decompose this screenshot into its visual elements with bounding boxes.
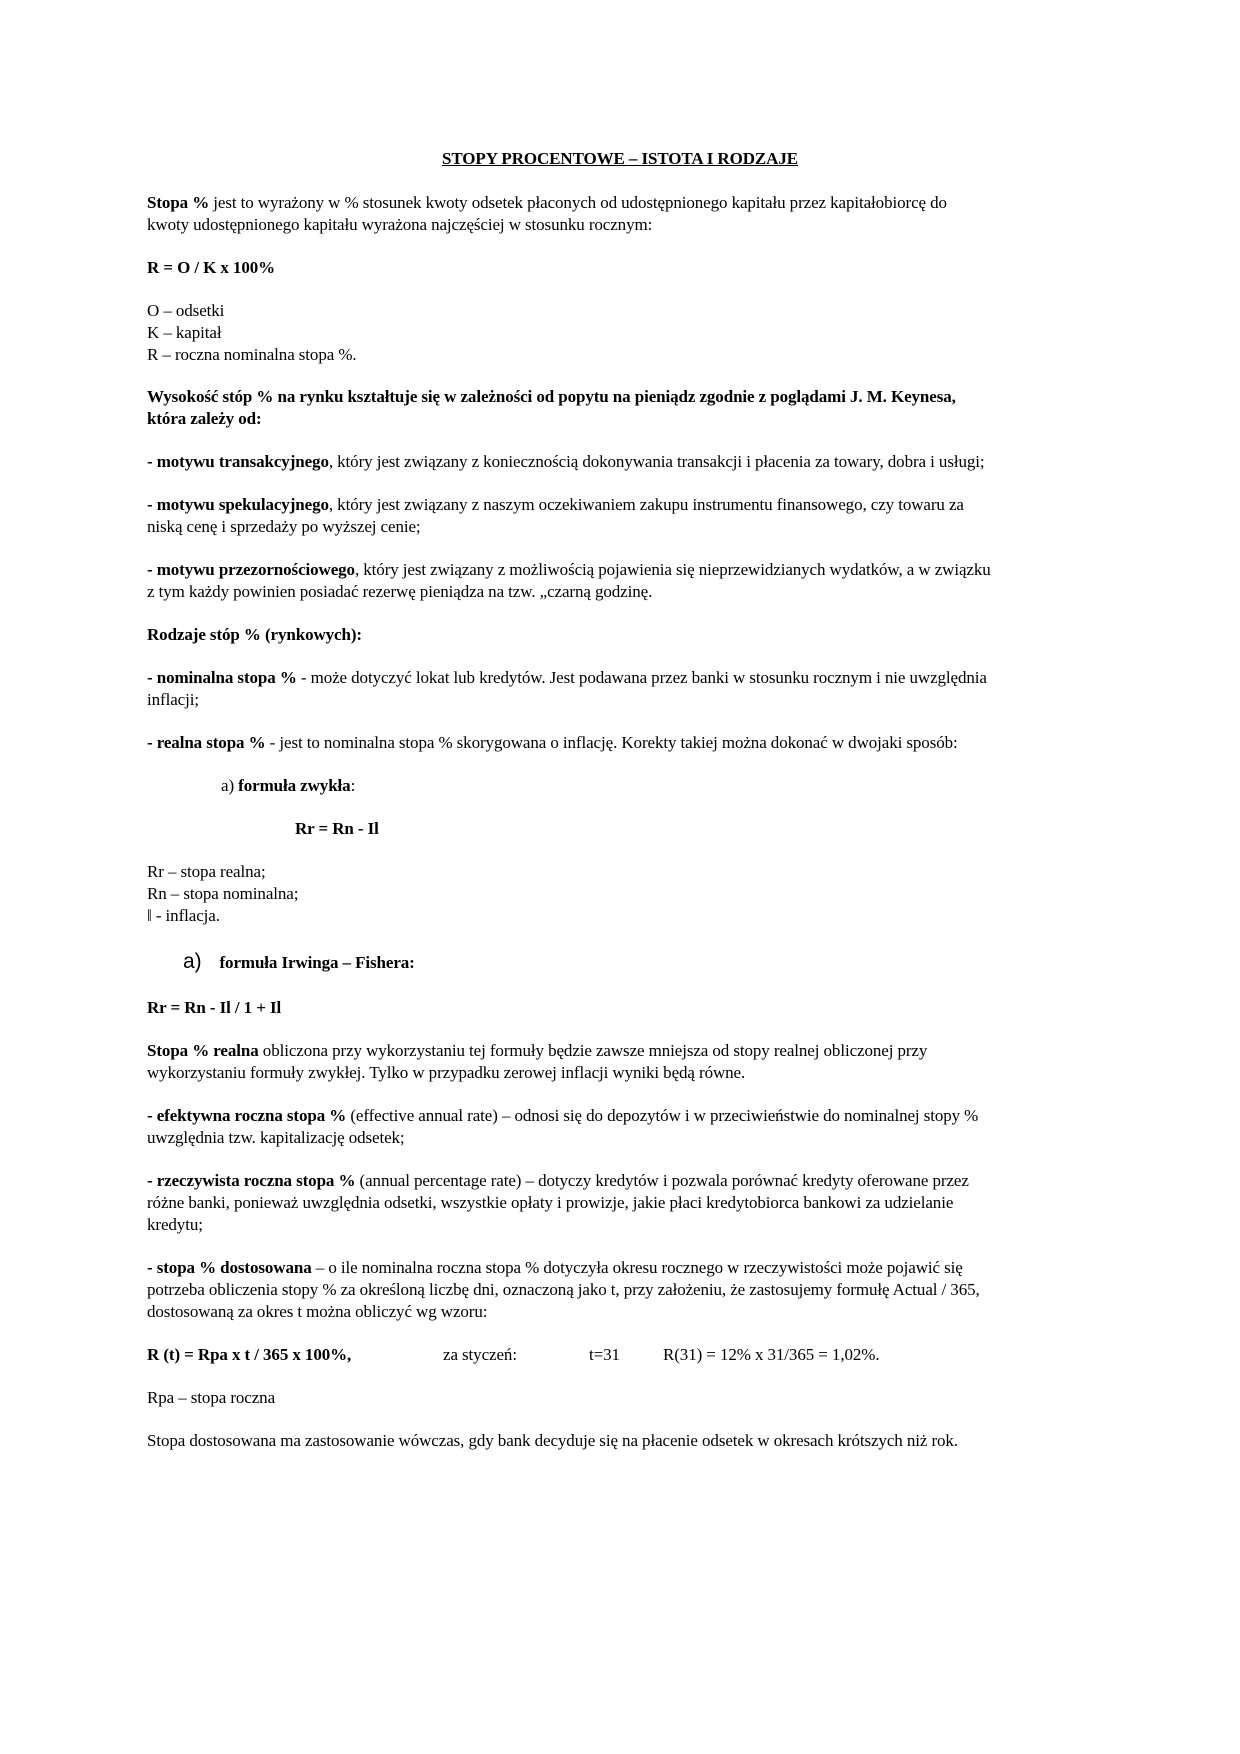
types-heading: Rodzaje stóp % (rynkowych): bbox=[147, 625, 362, 644]
fisher-note-line-2: wykorzystaniu formuły zwykłej. Tylko w przypadku zerowej inflacji wyniki będą równe. bbox=[147, 1063, 746, 1082]
legend-rr: Rr – stopa realna; bbox=[147, 862, 266, 881]
formula-b-label: a) formuła Irwinga – Fishera: bbox=[183, 950, 415, 973]
intro-term: Stopa % bbox=[147, 193, 210, 212]
fisher-note: Stopa % realna obliczona przy wykorzystaniu tej formuły będzie zawsze mniejsza od stopy realnej obliczonej przy bbox=[147, 1041, 928, 1060]
real-rate: - realna stopa % - jest to nominalna stopa % skorygowana o inflację. Korekty takiej można dokonać w dwojaki sposób: bbox=[147, 733, 958, 752]
motive-precautionary-line-2: z tym każdy powinien posiadać rezerwę pieniądza na tzw. „czarną godzinę. bbox=[147, 582, 653, 601]
motive-speculative: - motywu spekulacyjnego, który jest związany z naszym oczekiwaniem zakupu instrumentu finansowego, czy towaru za bbox=[147, 495, 964, 514]
example-t-value: t=31 bbox=[589, 1345, 620, 1364]
example-calculation: R(31) = 12% x 31/365 = 1,02%. bbox=[663, 1345, 880, 1364]
effective-rate: - efektywna roczna stopa % (effective annual rate) – odnosi się do depozytów i w przeciwieństwie do nominalnej stopy % bbox=[147, 1106, 979, 1125]
example-label: za styczeń: bbox=[443, 1345, 517, 1364]
adjusted-rate-line-3: dostosowaną za okres t można obliczyć wg wzoru: bbox=[147, 1302, 488, 1321]
legend-odsetki: O – odsetki bbox=[147, 301, 225, 320]
adjusted-formula: R (t) = Rpa x t / 365 x 100%, bbox=[147, 1345, 352, 1364]
closing-sentence: Stopa dostosowana ma zastosowanie wówczas, gdy bank decyduje się na płacenie odsetek w okresach krótszych niż rok. bbox=[147, 1431, 958, 1450]
legend-inflation: ǁ - inflacja. bbox=[147, 906, 220, 925]
apr-rate: - rzeczywista roczna stopa % (annual percentage rate) – dotyczy kredytów i pozwala porównać kredyty oferowane przez bbox=[147, 1171, 969, 1190]
main-formula: R = O / K x 100% bbox=[147, 258, 276, 277]
document-title: STOPY PROCENTOWE – ISTOTA I RODZAJE bbox=[442, 149, 798, 168]
adjusted-rate-line-2: potrzeba obliczenia stopy % za określoną liczbę dni, oznaczoną jako t, przy założeniu, że zastosujemy formułę Actual / 365, bbox=[147, 1280, 980, 1299]
intro-line-2: kwoty udostępnionego kapitału wyrażona najczęściej w stosunku rocznym: bbox=[147, 215, 653, 234]
rpa-legend: Rpa – stopa roczna bbox=[147, 1388, 276, 1407]
apr-rate-line-2: różne banki, ponieważ uwzględnia odsetki, wszystkie opłaty i prowizje, jakie płaci kredytobiorca bankowi za udzielanie bbox=[147, 1193, 954, 1212]
keynes-heading-line-1: Wysokość stóp % na rynku kształtuje się w zależności od popytu na pieniądz zgodnie z poglądami J. M. Keynesa, bbox=[147, 387, 956, 406]
formula-b: Rr = Rn - Il / 1 + Il bbox=[147, 998, 282, 1017]
legend-stopa: R – roczna nominalna stopa %. bbox=[147, 345, 357, 364]
motive-precautionary: - motywu przezornościowego, który jest związany z możliwością pojawienia się nieprzewidzianych wydatków, a w związku bbox=[147, 560, 991, 579]
legend-rn: Rn – stopa nominalna; bbox=[147, 884, 299, 903]
keynes-heading-line-2: która zależy od: bbox=[147, 409, 262, 428]
motive-transaction: - motywu transakcyjnego, który jest związany z koniecznością dokonywania transakcji i płacenia za towary, dobra i usługi; bbox=[147, 452, 985, 471]
effective-rate-line-2: uwzględnia tzw. kapitalizację odsetek; bbox=[147, 1128, 405, 1147]
nominal-rate: - nominalna stopa % - może dotyczyć lokat lub kredytów. Jest podawana przez banki w stosunku rocznym i nie uwzględnia bbox=[147, 668, 987, 687]
legend-kapital: K – kapitał bbox=[147, 323, 222, 342]
nominal-rate-line-2: inflacji; bbox=[147, 690, 199, 709]
adjusted-rate: - stopa % dostosowana – o ile nominalna roczna stopa % dotyczyła okresu rocznego w rzeczywistości może pojawić się bbox=[147, 1258, 963, 1277]
apr-rate-line-3: kredytu; bbox=[147, 1215, 203, 1234]
intro-line-1: Stopa % jest to wyrażony w % stosunek kwoty odsetek płaconych od udostępnionego kapitału przez kapitałobiorcę do bbox=[147, 193, 947, 212]
motive-speculative-line-2: niską cenę i sprzedaży po wyższej cenie; bbox=[147, 517, 421, 536]
formula-a-label: a) formuła zwykła: bbox=[221, 776, 356, 795]
formula-a: Rr = Rn - Il bbox=[295, 819, 379, 838]
